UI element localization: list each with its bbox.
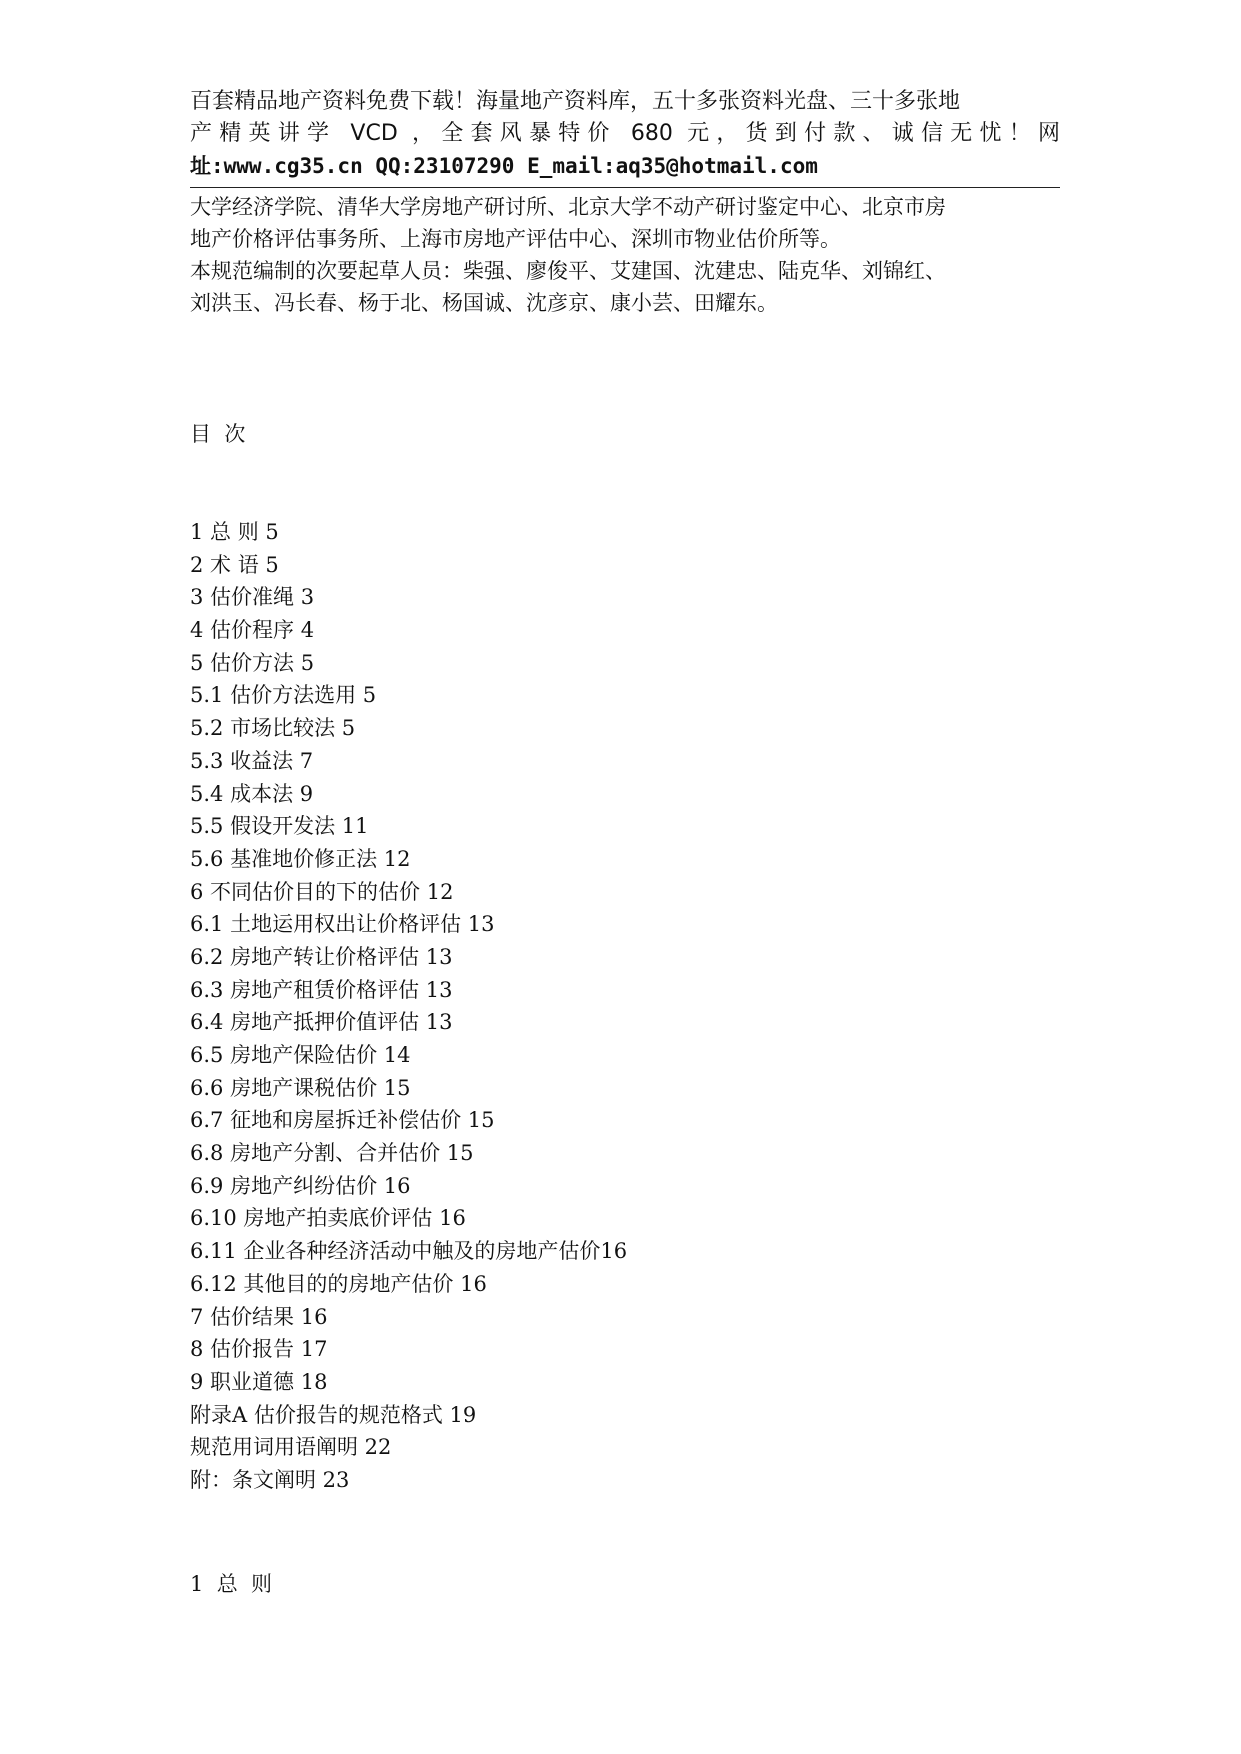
toc-item: 7 估价结果 16 (190, 1304, 328, 1329)
toc-item: 5.5 假设开发法 11 (190, 814, 369, 839)
table-of-contents (190, 516, 1060, 1497)
toc-item: 规范用词用语阐明 22 (190, 1435, 392, 1460)
toc-title: 目 次 (190, 422, 246, 446)
header-divider (190, 187, 1060, 188)
intro-line-4: 刘洪玉、冯长春、杨于北、杨国诚、沈彦京、康小芸、田耀东。 (190, 291, 778, 315)
toc-item: 6.1 土地运用权出让价格评估 13 (190, 912, 495, 937)
toc-item: 附录A 估价报告的规范格式 19 (190, 1402, 477, 1427)
toc-item: 6.4 房地产抵押价值评估 13 (190, 1010, 453, 1035)
advert-line-2: 产精英讲学 VCD ，全套风暴特价 680 元，货到付款、诚信无忧！网 (190, 121, 1060, 146)
toc-item: 3 估价准绳 3 (190, 585, 315, 610)
toc-item: 附：条文阐明 23 (190, 1467, 350, 1492)
toc-item: 8 估价报告 17 (190, 1337, 328, 1362)
toc-item: 5 估价方法 5 (190, 650, 315, 675)
toc-item: 2 术 语 5 (190, 552, 279, 577)
toc-item: 6.3 房地产租赁价格评估 13 (190, 977, 453, 1002)
advert-contact-line: 址:www.cg35.cn QQ:23107290 E_mail:aq35@hotmail.com (190, 154, 818, 178)
toc-item: 5.6 基准地价修正法 12 (190, 846, 411, 871)
toc-item: 1 总 则 5 (190, 520, 279, 544)
toc-item: 6.5 房地产保险估价 14 (190, 1043, 411, 1067)
toc-item: 6.11 企业各种经济活动中触及的房地产估价16 (190, 1239, 628, 1264)
advert-line-1: 百套精品地产资料免费下载！海量地产资料库，五十多张资料光盘、三十多张地 (190, 89, 961, 114)
toc-item: 6.7 征地和房屋拆迁补偿估价 15 (190, 1108, 495, 1133)
toc-item: 5.3 收益法 7 (190, 748, 314, 773)
toc-item: 6.8 房地产分割、合并估价 15 (190, 1141, 474, 1166)
toc-item: 6.2 房地产转让价格评估 13 (190, 944, 453, 969)
intro-line-3: 本规范编制的次要起草人员：柴强、廖俊平、艾建国、沈建忠、陆克华、刘锦红、 (190, 259, 946, 283)
toc-item: 5.2 市场比较法 5 (190, 716, 356, 741)
toc-item: 6 不同估价目的下的估价 12 (190, 879, 454, 904)
toc-item: 6.6 房地产课税估价 15 (190, 1075, 411, 1100)
toc-item: 4 估价程序 4 (190, 618, 315, 643)
intro-line-2: 地产价格评估事务所、上海市房地产评估中心、深圳市物业估价所等。 (190, 227, 841, 251)
toc-item: 6.10 房地产拍卖底价评估 16 (190, 1206, 466, 1231)
toc-item: 6.12 其他目的的房地产估价 16 (190, 1271, 487, 1296)
intro-paragraph (190, 191, 1070, 319)
toc-item: 9 职业道德 18 (190, 1369, 328, 1394)
advert-header (190, 86, 1060, 182)
toc-item: 6.9 房地产纠纷估价 16 (190, 1173, 411, 1198)
toc-item: 5.4 成本法 9 (190, 781, 314, 806)
toc-item: 5.1 估价方法选用 5 (190, 683, 377, 708)
section-heading: 1 总 则 (190, 1572, 273, 1596)
document-page (190, 0, 1060, 1754)
intro-line-1: 大学经济学院、清华大学房地产研讨所、北京大学不动产研讨鉴定中心、北京市房 (190, 195, 946, 219)
